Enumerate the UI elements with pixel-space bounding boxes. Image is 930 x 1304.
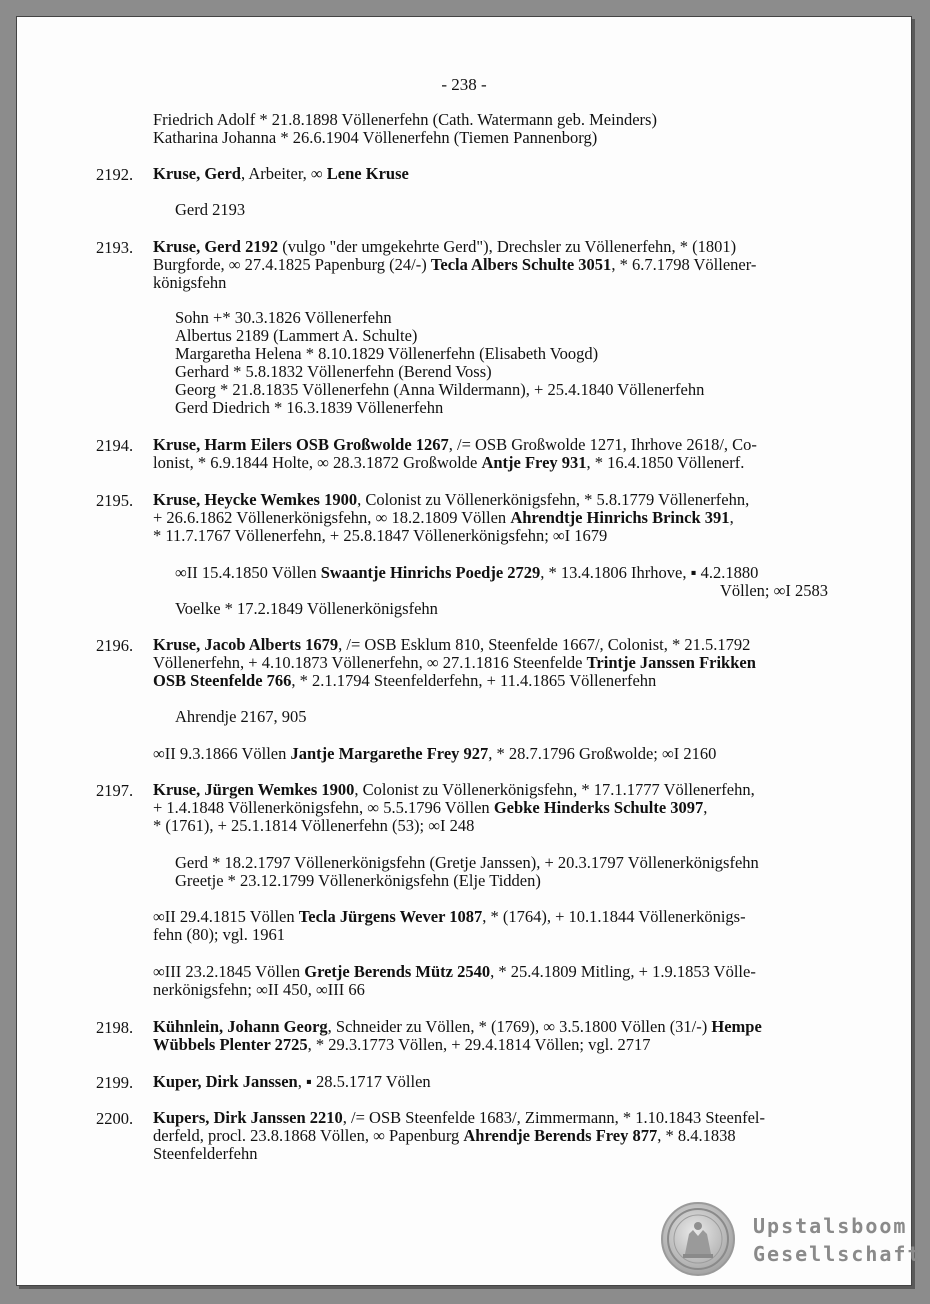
marriage-line	[153, 908, 746, 926]
child-line: Margaretha Helena * 8.10.1829 Völlenerfehn (Elisabeth Voogd)	[175, 344, 599, 363]
entry-text: (vulgo "der umgekehrte Gerd"), Drechsler zu Völlenerfehn, * (1801)	[278, 237, 737, 256]
child-line: Voelke * 17.2.1849 Völlenerkönigsfehn	[175, 599, 438, 618]
spouse-name: Lene Kruse	[326, 164, 409, 183]
spouse-name: Tecla Albers Schulte 3051	[430, 255, 612, 274]
child-line: Albertus 2189 (Lammert A. Schulte)	[175, 326, 418, 345]
entry-2200-line	[153, 1127, 736, 1145]
entry-text: , Arbeiter, ∞	[241, 164, 327, 183]
entry-2195-line	[153, 491, 749, 509]
entry-text: + 1.4.1848 Völlenerkönigsfehn, ∞ 5.5.1796 Völlen	[153, 798, 494, 817]
spouse-name: Trintje Janssen Frikken	[586, 653, 756, 672]
page-number: - 238 -	[441, 75, 487, 94]
entry-number: 2197.	[96, 781, 134, 800]
entry-text: , /= OSB Steenfelde 1683/, Zimmermann, * 1.10.1843 Steenfel-	[342, 1108, 765, 1127]
entry-text: Burgforde, ∞ 27.4.1825 Papenburg (24/-)	[153, 255, 431, 274]
entry-2195-line: * 11.7.1767 Völlenerfehn, + 25.8.1847 Völlenerkönigsfehn; ∞I 1679	[153, 526, 608, 545]
entry-number: 2193.	[96, 238, 134, 257]
entry-2193-line	[153, 238, 736, 256]
entry-name: Kruse, Gerd 2192	[153, 237, 279, 256]
entry-text: ∞III 23.2.1845 Völlen	[153, 962, 305, 981]
page-sheet	[16, 16, 922, 1286]
entry-text: ,	[729, 508, 734, 527]
spouse-name: Ahrendtje Hinrichs Brinck 391	[510, 508, 730, 527]
entry-2200-line	[153, 1109, 765, 1127]
entry-2199-line	[153, 1073, 431, 1091]
entry-number: 2199.	[96, 1073, 134, 1092]
marriage-line	[153, 745, 716, 763]
entry-number: 2194.	[96, 436, 134, 455]
entry-number: 2195.	[96, 491, 134, 510]
entry-2195-line	[153, 509, 734, 527]
spouse-name: Antje Frey 931	[481, 453, 587, 472]
marriage-line: Völlen; ∞I 2583	[720, 581, 828, 600]
entry-text: , * 13.4.1806 Ihrhove, ▪ 4.2.1880	[540, 563, 759, 582]
entry-2192-head	[153, 165, 409, 183]
entry-text: , Schneider zu Völlen, * (1769), ∞ 3.5.1800 Völlen (31/-)	[327, 1017, 712, 1036]
entry-text: , /= OSB Großwolde 1271, Ihrhove 2618/, Co-	[448, 435, 757, 454]
logo-text-line2: Gesellschaft	[753, 1242, 922, 1266]
entry-text: derfeld, procl. 23.8.1868 Völlen, ∞ Papenburg	[153, 1126, 464, 1145]
entry-text: , Colonist zu Völlenerkönigsfehn, * 17.1.1777 Völlenerfehn,	[354, 780, 755, 799]
entry-2193-line: königsfehn	[153, 273, 227, 292]
entry-2194-line	[153, 454, 744, 472]
entry-text: + 26.6.1862 Völlenerkönigsfehn, ∞ 18.2.1809 Völlen	[153, 508, 511, 527]
entry-text: ∞II 15.4.1850 Völlen	[175, 563, 321, 582]
entry-text: , Colonist zu Völlenerkönigsfehn, * 5.8.1779 Völlenerfehn,	[357, 490, 750, 509]
marriage-line: fehn (80); vgl. 1961	[153, 925, 285, 944]
spouse-name: Ahrendje Berends Frey 877	[463, 1126, 658, 1145]
entry-2196-line	[153, 672, 656, 690]
spouse-name: Gebke Hinderks Schulte 3097	[493, 798, 704, 817]
entry-name: Kühnlein, Johann Georg	[153, 1017, 328, 1036]
entry-2198-line	[153, 1036, 650, 1054]
child-line: Gerd * 18.2.1797 Völlenerkönigsfehn (Gretje Janssen), + 20.3.1797 Völlenerkönigsfehn	[175, 853, 759, 872]
entry-name: Kruse, Jürgen Wemkes 1900	[153, 780, 355, 799]
child-line: Sohn +* 30.3.1826 Völlenerfehn	[175, 308, 392, 327]
entry-number: 2196.	[96, 636, 134, 655]
entry-text: , * 8.4.1838	[657, 1126, 736, 1145]
entry-text: , /= OSB Esklum 810, Steenfelde 1667/, Colonist, * 21.5.1792	[338, 635, 751, 654]
entry-text: ,	[703, 798, 708, 817]
child-line: Gerd Diedrich * 16.3.1839 Völlenerfehn	[175, 398, 444, 417]
entry-text: , * 6.7.1798 Völlener-	[611, 255, 757, 274]
spouse-name: Jantje Margarethe Frey 927	[290, 744, 489, 763]
entry-text: , * 29.3.1773 Völlen, + 29.4.1814 Völlen; vgl. 2717	[307, 1035, 651, 1054]
spouse-name: Wübbels Plenter 2725	[153, 1035, 308, 1054]
entry-text: ∞II 29.4.1815 Völlen	[153, 907, 299, 926]
spouse-name: Hempe	[711, 1017, 762, 1036]
child-line: Gerhard * 5.8.1832 Völlenerfehn (Berend Voss)	[175, 362, 492, 381]
entry-text: ∞II 9.3.1866 Völlen	[153, 744, 291, 763]
entry-name: Kruse, Gerd	[153, 164, 241, 183]
marriage-line	[175, 564, 758, 582]
entry-text: , * (1764), + 10.1.1844 Völlenerkönigs-	[482, 907, 746, 926]
entry-name: Kuper, Dirk Janssen	[153, 1072, 298, 1091]
entry-2198-line	[153, 1018, 762, 1036]
entry-text: , * 28.7.1796 Großwolde; ∞I 2160	[488, 744, 717, 763]
entry-2197-line	[153, 781, 755, 799]
spouse-name: Swaantje Hinrichs Poedje 2729	[320, 563, 541, 582]
marriage-line	[153, 963, 756, 981]
logo-text-line1: Upstalsboom	[753, 1214, 908, 1238]
entry-text: Völlenerfehn, + 4.10.1873 Völlenerfehn, ∞ 27.1.1816 Steenfelde	[153, 653, 587, 672]
entry-2200-line: Steenfelderfehn	[153, 1144, 258, 1163]
marriage-line: nerkönigsfehn; ∞II 450, ∞III 66	[153, 980, 365, 999]
entry-name: Kruse, Harm Eilers OSB Großwolde 1267	[153, 435, 449, 454]
entry-number: 2192.	[96, 165, 134, 184]
society-seal-icon	[661, 1202, 735, 1276]
spouse-name: OSB Steenfelde 766	[153, 671, 292, 690]
text-line: Katharina Johanna * 26.6.1904 Völlenerfehn (Tiemen Pannenborg)	[153, 128, 598, 147]
entry-name: Kupers, Dirk Janssen 2210	[153, 1108, 343, 1127]
entry-2194-line	[153, 436, 757, 454]
text-line: Friedrich Adolf * 21.8.1898 Völlenerfehn (Cath. Watermann geb. Meinders)	[153, 110, 657, 129]
entry-number: 2198.	[96, 1018, 134, 1037]
child-line: Ahrendje 2167, 905	[175, 707, 307, 726]
entry-text: , * 16.4.1850 Völlenerf.	[586, 453, 745, 472]
entry-name: Kruse, Heycke Wemkes 1900	[153, 490, 358, 509]
entry-name: Kruse, Jacob Alberts 1679	[153, 635, 339, 654]
entry-text: , * 25.4.1809 Mitling, + 1.9.1853 Völle-	[490, 962, 756, 981]
entry-2193-line	[153, 256, 756, 274]
spouse-name: Gretje Berends Mütz 2540	[304, 962, 491, 981]
entry-text: lonist, * 6.9.1844 Holte, ∞ 28.3.1872 Großwolde	[153, 453, 482, 472]
spouse-name: Tecla Jürgens Wever 1087	[298, 907, 483, 926]
entry-text: , * 2.1.1794 Steenfelderfehn, + 11.4.1865 Völlenerfehn	[291, 671, 657, 690]
entry-2196-line	[153, 636, 750, 654]
child-line: Georg * 21.8.1835 Völlenerfehn (Anna Wildermann), + 25.4.1840 Völlenerfehn	[175, 380, 705, 399]
entry-number: 2200.	[96, 1109, 134, 1128]
entry-2197-line: * (1761), + 25.1.1814 Völlenerfehn (53); ∞I 248	[153, 816, 475, 835]
child-line: Greetje * 23.12.1799 Völlenerkönigsfehn (Elje Tidden)	[175, 871, 541, 890]
entry-2196-line	[153, 654, 756, 672]
entry-2197-line	[153, 799, 707, 817]
child-line: Gerd 2193	[175, 200, 246, 219]
entry-text: , ▪ 28.5.1717 Völlen	[297, 1072, 431, 1091]
